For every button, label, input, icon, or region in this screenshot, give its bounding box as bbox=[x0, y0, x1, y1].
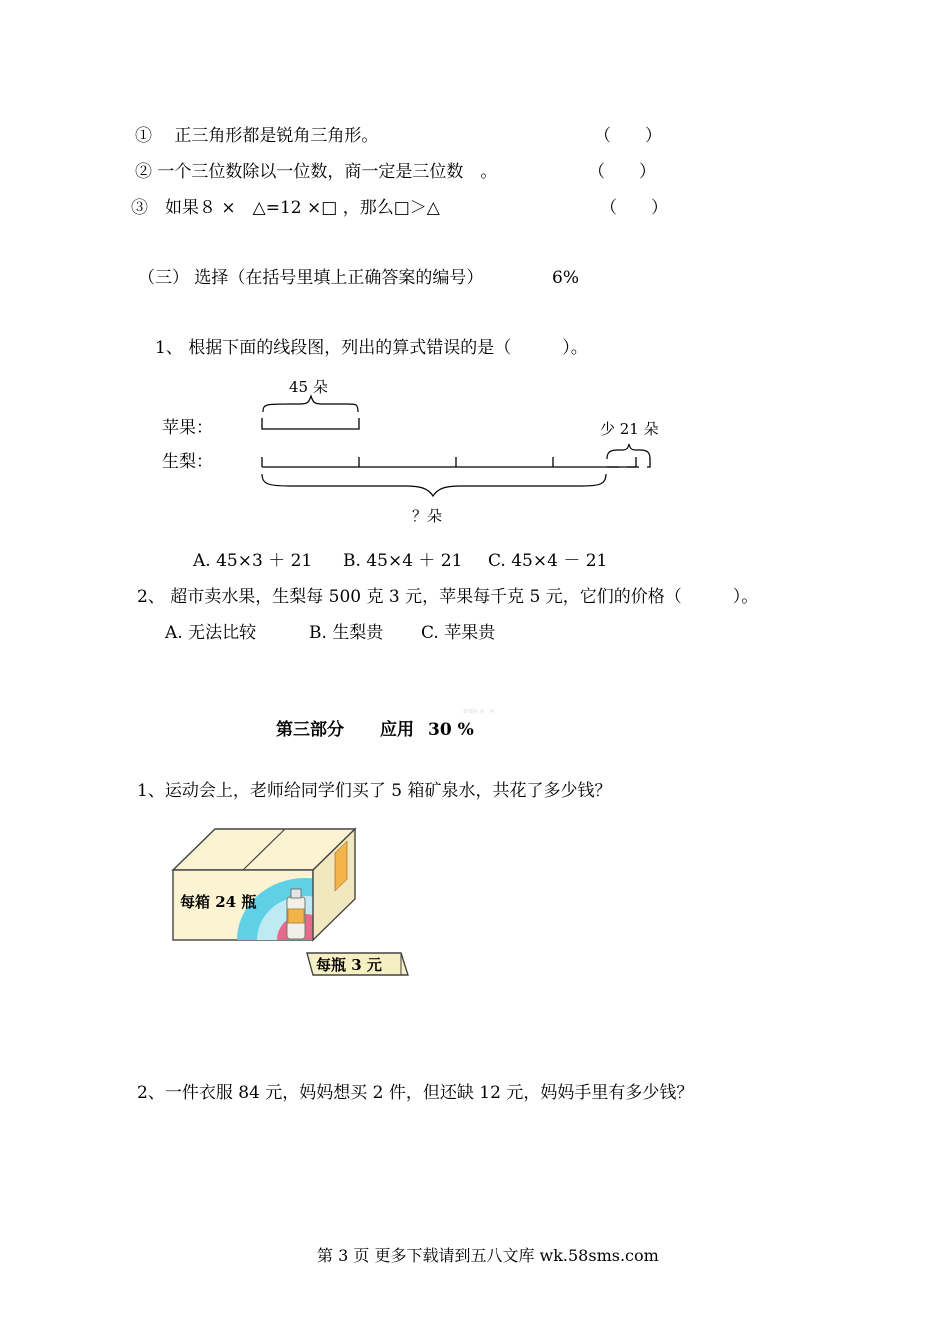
diagram-brace-label: 45 朵 bbox=[289, 378, 328, 396]
watermark-text: 新课标 第一网 bbox=[463, 709, 495, 715]
part3-q1-stem: 1、运动会上，老师给同学们买了 5 箱矿泉水，共花了多少钱？ bbox=[137, 781, 612, 801]
pear-segment-line bbox=[262, 457, 636, 467]
price-sign-label: 每瓶 3 元 bbox=[316, 956, 382, 974]
choice-q1-option-a: A. 45×3 ＋ 21 bbox=[193, 551, 313, 571]
total-brace bbox=[262, 474, 606, 496]
diagram-total-label: ？朵 bbox=[412, 507, 443, 525]
choice-q2-option-c: C. 苹果贵 bbox=[421, 623, 496, 643]
choice-q1-stem: 1、 根据下面的线段图，列出的算式错误的是（ ）。 bbox=[155, 338, 588, 358]
choice-q1-option-b: B. 45×4 ＋ 21 bbox=[343, 551, 463, 571]
line-segment-diagram bbox=[0, 0, 950, 560]
choice-q1-option-c: C. 45×4 － 21 bbox=[488, 551, 608, 571]
choice-section-score: 6% bbox=[552, 268, 579, 288]
choice-section-heading: （三） 选择（在括号里填上正确答案的编号） bbox=[138, 268, 484, 288]
part3-subtitle: 应用 bbox=[380, 720, 414, 740]
part3-q2-stem: 2、一件衣服 84 元，妈妈想买 2 件，但还缺 12 元，妈妈手里有多少钱？ bbox=[137, 1083, 694, 1103]
diagram-less-label: 少 21 朵 bbox=[600, 420, 659, 438]
judgment-paren-2: （ ） bbox=[588, 162, 656, 182]
part3-title: 第三部分 bbox=[276, 720, 344, 740]
box-label: 每箱 24 瓶 bbox=[180, 893, 257, 911]
choice-q2-option-a: A. 无法比较 bbox=[165, 623, 257, 643]
apple-brace bbox=[263, 396, 358, 412]
choice-q2-option-b: B. 生梨贵 bbox=[309, 623, 384, 643]
diagram-pear-label: 生梨： bbox=[162, 452, 213, 472]
judgment-item-1: ① 正三角形都是锐角三角形。 bbox=[135, 126, 379, 146]
judgment-paren-1: （ ） bbox=[594, 126, 662, 146]
page-footer: 第 3 页 更多下载请到五八文库 wk.58sms.com bbox=[317, 1246, 659, 1265]
diagram-apple-label: 苹果： bbox=[162, 418, 213, 438]
judgment-item-3: ③ 如果８ × △=12 ×□ ，那么□＞△ bbox=[131, 198, 440, 218]
judgment-paren-3: （ ） bbox=[600, 198, 668, 218]
choice-q2-stem: 2、 超市卖水果，生梨每 500 克 3 元，苹果每千克 5 元，它们的价格（ ）。 bbox=[137, 587, 759, 607]
less-brace bbox=[607, 444, 650, 459]
part3-score: 30 % bbox=[428, 720, 474, 740]
less-dashed-segment bbox=[607, 458, 650, 467]
apple-segment bbox=[262, 418, 359, 429]
judgment-item-2: ② 一个三位数除以一位数，商一定是三位数 。 bbox=[135, 162, 498, 182]
